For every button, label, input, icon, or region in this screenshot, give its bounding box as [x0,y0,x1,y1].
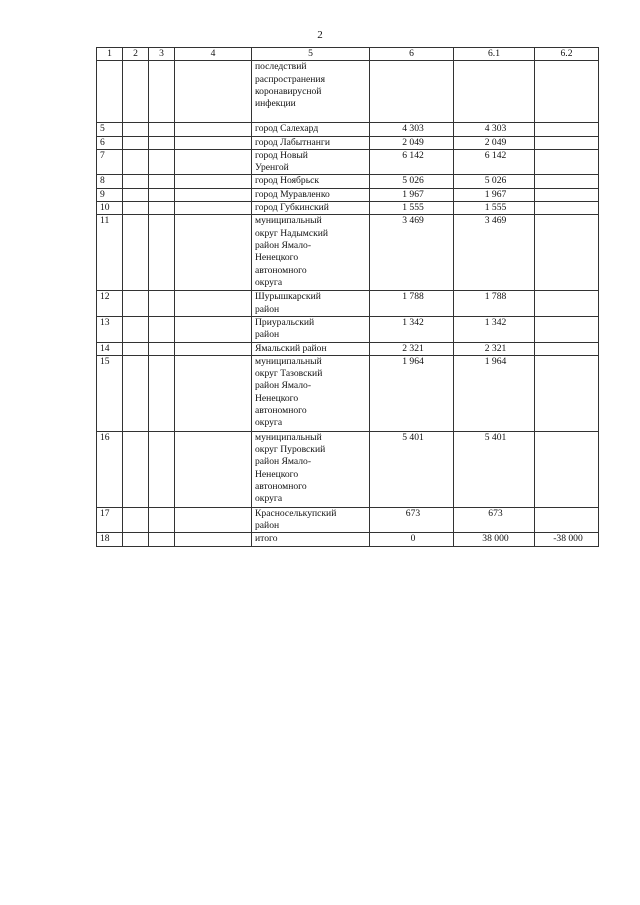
header-cell-4: 4 [175,48,252,61]
row-number-cell: 18 [97,533,123,546]
value-6-1-cell: 5 026 [454,175,535,188]
col4-cell [175,533,252,546]
municipality-name-cell: Приуральский район [252,316,370,342]
value-6-2-cell [535,149,599,175]
value-6-cell: 673 [370,507,454,533]
value-6-cell: 4 303 [370,123,454,136]
municipality-name-cell: город Новый Уренгой [252,149,370,175]
col4-cell [175,61,252,123]
table-row [97,149,599,175]
col4-cell [175,431,252,507]
col2-cell [123,136,149,149]
col3-cell [149,431,175,507]
col3-cell [149,215,175,291]
header-cell-3: 3 [149,48,175,61]
value-6-2-cell [535,188,599,201]
col4-cell [175,215,252,291]
value-6-cell: 1 964 [370,355,454,431]
value-6-1-cell: 1 964 [454,355,535,431]
municipality-name-cell: итого [252,533,370,546]
municipality-name-cell: Ямальский район [252,342,370,355]
col4-cell [175,342,252,355]
value-6-1-cell: 4 303 [454,123,535,136]
col3-cell [149,123,175,136]
header-cell-6: 6 [370,48,454,61]
page-number: 2 [317,29,323,41]
col2-cell [123,431,149,507]
row-number-cell: 13 [97,316,123,342]
value-6-2-cell [535,342,599,355]
col2-cell [123,123,149,136]
col3-cell [149,175,175,188]
table-row [97,215,599,291]
col2-cell [123,533,149,546]
col4-cell [175,316,252,342]
col4-cell [175,136,252,149]
municipality-name-cell: муниципальный округ Тазовский район Ямало- Ненецкого автономного округа [252,355,370,431]
col2-cell [123,188,149,201]
table-row [97,175,599,188]
value-6-1-cell [454,61,535,123]
value-6-2-cell [535,136,599,149]
row-number-cell: 8 [97,175,123,188]
col2-cell [123,507,149,533]
value-6-1-cell: 1 342 [454,316,535,342]
municipality-name-cell: муниципальный округ Надымский район Ямало- Ненецкого автономного округа [252,215,370,291]
col3-cell [149,316,175,342]
value-6-1-cell: 3 469 [454,215,535,291]
col3-cell [149,291,175,317]
col3-cell [149,342,175,355]
municipality-name-cell: Красноселькупский район [252,507,370,533]
municipality-name-cell: город Салехард [252,123,370,136]
municipality-name-cell: Шурышкарский район [252,291,370,317]
row-number-cell: 6 [97,136,123,149]
table-row [97,355,599,431]
value-6-cell: 0 [370,533,454,546]
value-6-2-cell: -38 000 [535,533,599,546]
value-6-2-cell [535,431,599,507]
header-cell-5: 5 [252,48,370,61]
value-6-1-cell: 2 321 [454,342,535,355]
value-6-cell: 1 342 [370,316,454,342]
table-row [97,136,599,149]
table-row [97,291,599,317]
col4-cell [175,149,252,175]
budget-table [96,47,599,547]
col4-cell [175,355,252,431]
table-row [97,431,599,507]
table-row [97,61,599,123]
col4-cell [175,202,252,215]
value-6-cell: 1 967 [370,188,454,201]
col3-cell [149,61,175,123]
row-number-cell: 7 [97,149,123,175]
value-6-cell: 5 026 [370,175,454,188]
value-6-1-cell: 5 401 [454,431,535,507]
row-number-cell: 15 [97,355,123,431]
table-row [97,342,599,355]
col2-cell [123,202,149,215]
value-6-2-cell [535,291,599,317]
value-6-1-cell: 1 788 [454,291,535,317]
municipality-name-cell: город Губкинский [252,202,370,215]
col3-cell [149,202,175,215]
municipality-name-cell: муниципальный округ Пуровский район Ямало- Ненецкого автономного округа [252,431,370,507]
value-6-1-cell: 673 [454,507,535,533]
value-6-2-cell [535,215,599,291]
row-number-cell: 5 [97,123,123,136]
col3-cell [149,533,175,546]
col4-cell [175,507,252,533]
col3-cell [149,136,175,149]
value-6-2-cell [535,123,599,136]
header-cell-1: 1 [97,48,123,61]
value-6-1-cell: 1 555 [454,202,535,215]
col4-cell [175,291,252,317]
col2-cell [123,61,149,123]
table-row [97,316,599,342]
value-6-1-cell: 1 967 [454,188,535,201]
municipality-name-cell: город Муравленко [252,188,370,201]
value-6-2-cell [535,61,599,123]
row-number-cell: 11 [97,215,123,291]
value-6-1-cell: 38 000 [454,533,535,546]
col2-cell [123,149,149,175]
value-6-2-cell [535,507,599,533]
municipality-name-cell: последствий распространения коронавирусной инфекции [252,61,370,123]
value-6-cell: 5 401 [370,431,454,507]
value-6-2-cell [535,316,599,342]
col2-cell [123,175,149,188]
row-number-cell: 17 [97,507,123,533]
value-6-cell [370,61,454,123]
col3-cell [149,188,175,201]
header-row [97,48,599,61]
value-6-2-cell [535,202,599,215]
municipality-name-cell: город Лабытнанги [252,136,370,149]
table-row [97,507,599,533]
col3-cell [149,149,175,175]
value-6-cell: 6 142 [370,149,454,175]
value-6-2-cell [535,355,599,431]
table-row [97,123,599,136]
row-number-cell [97,61,123,123]
header-cell-6-2: 6.2 [535,48,599,61]
value-6-cell: 2 049 [370,136,454,149]
col2-cell [123,342,149,355]
col3-cell [149,507,175,533]
header-cell-2: 2 [123,48,149,61]
value-6-cell: 2 321 [370,342,454,355]
col2-cell [123,215,149,291]
col2-cell [123,291,149,317]
table-row [97,188,599,201]
header-cell-6-1: 6.1 [454,48,535,61]
row-number-cell: 14 [97,342,123,355]
table-row [97,533,599,546]
row-number-cell: 16 [97,431,123,507]
col4-cell [175,175,252,188]
col2-cell [123,355,149,431]
municipality-name-cell: город Ноябрьск [252,175,370,188]
value-6-cell: 1 788 [370,291,454,317]
col2-cell [123,316,149,342]
col4-cell [175,123,252,136]
row-number-cell: 9 [97,188,123,201]
row-number-cell: 10 [97,202,123,215]
value-6-2-cell [535,175,599,188]
value-6-1-cell: 6 142 [454,149,535,175]
col3-cell [149,355,175,431]
value-6-cell: 1 555 [370,202,454,215]
value-6-1-cell: 2 049 [454,136,535,149]
row-number-cell: 12 [97,291,123,317]
col4-cell [175,188,252,201]
table-row [97,202,599,215]
value-6-cell: 3 469 [370,215,454,291]
